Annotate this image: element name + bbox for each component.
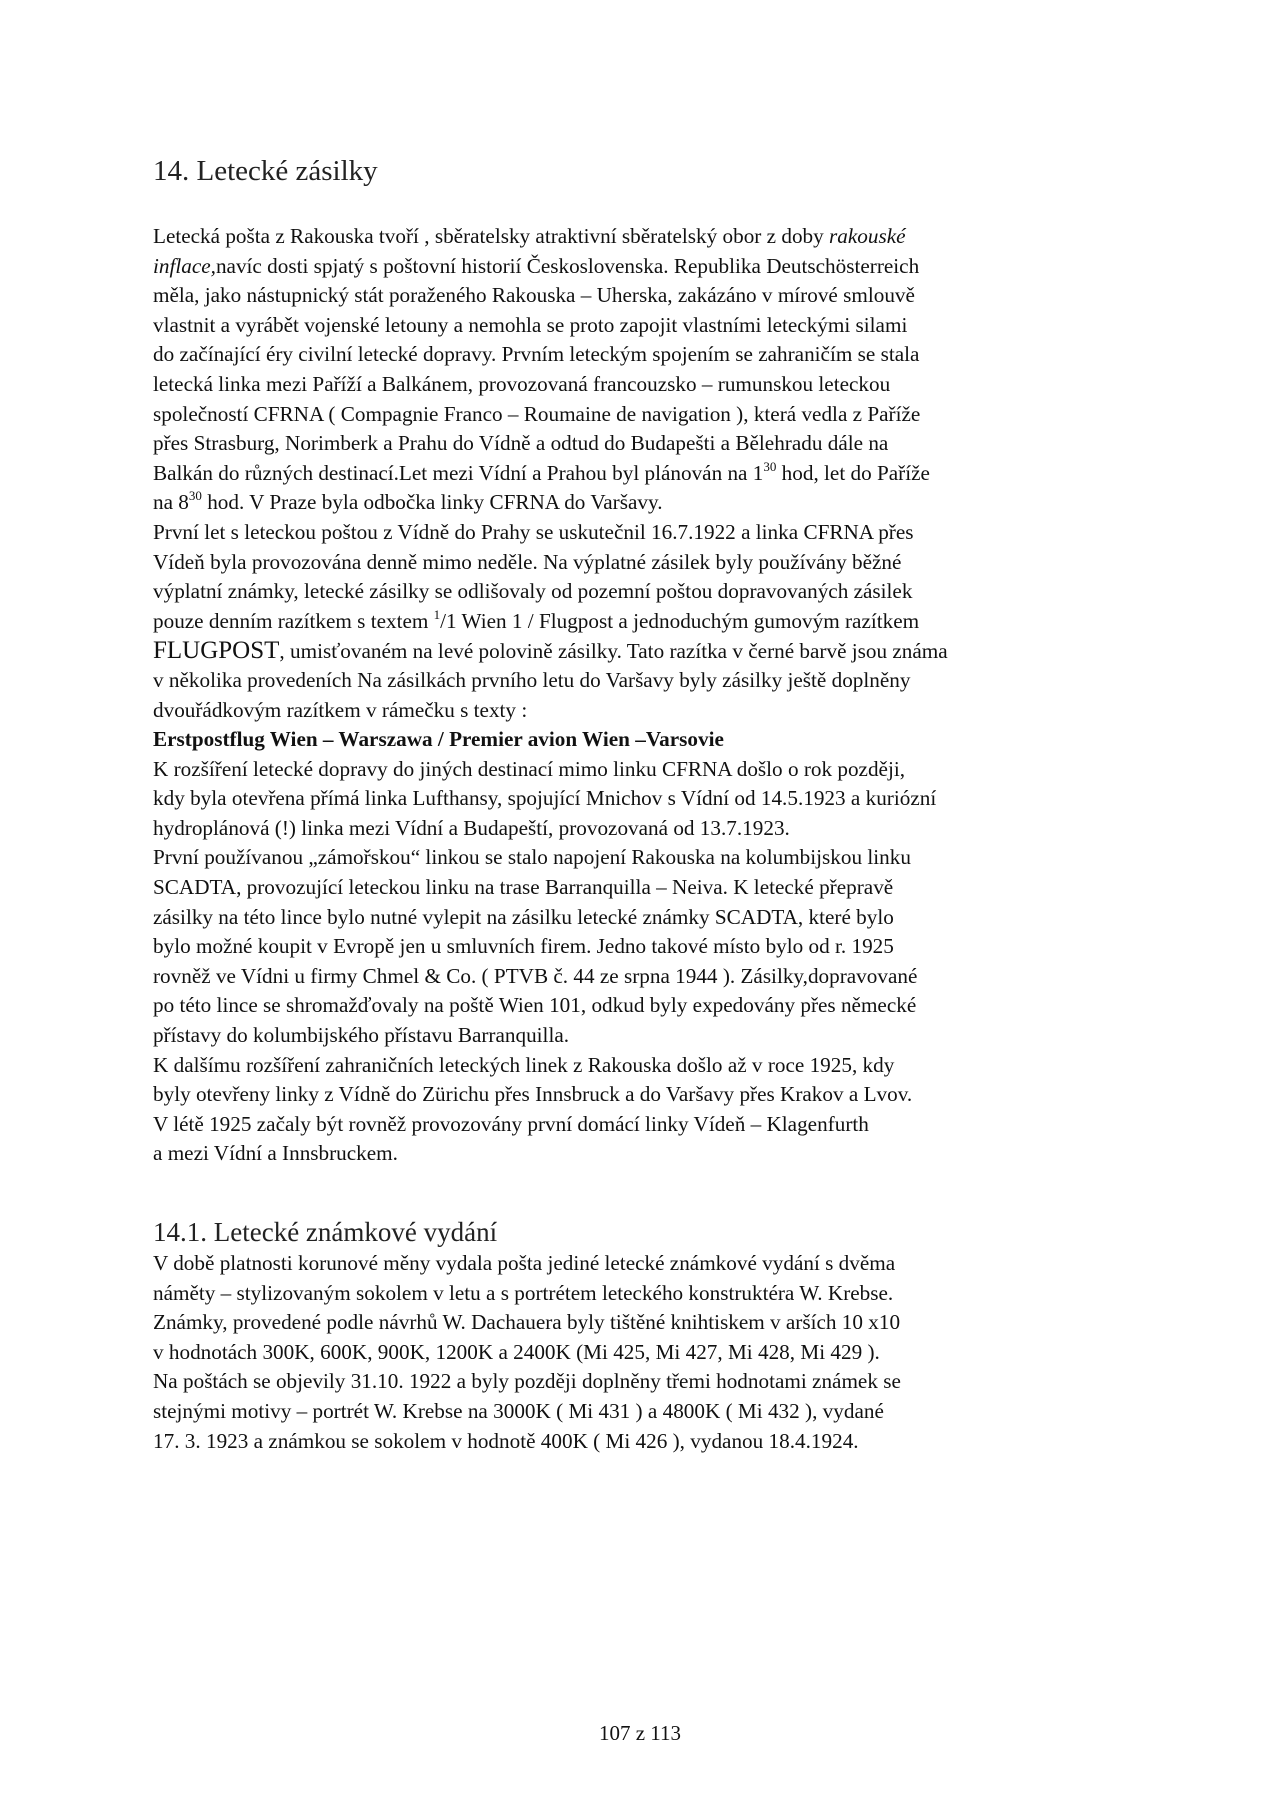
text-line: hydroplánová (!) linka mezi Vídní a Budapeští, provozovaná od 13.7.1923.: [153, 815, 790, 840]
text-line: bylo možné koupit v Evropě jen u smluvních firem. Jedno takové místo bylo od r. 1925: [153, 934, 894, 959]
text-line: přes Strasburg, Norimberk a Prahu do Vídně a odtud do Budapešti a Bělehradu dále na: [153, 431, 889, 456]
text-line: v několika provedeních Na zásilkách prvního letu do Varšavy byly zásilky ještě doplněny: [153, 667, 911, 692]
text-line: zásilky na této lince bylo nutné vylepit na zásilku letecké známky SCADTA, které bylo: [153, 904, 894, 929]
text-line: přístavy do kolumbijského přístavu Barranquilla.: [153, 1023, 570, 1048]
text-line: letecká linka mezi Paříží a Balkánem, provozovaná francouzsko – rumunskou leteckou: [153, 371, 891, 396]
body-text: [153, 222, 1153, 1169]
text-line: K dalšímu rozšíření zahraničních leteckých linek z Rakouska došlo až v roce 1925, kdy: [153, 1052, 895, 1077]
text-line: [153, 488, 1153, 518]
text-line: vlastnit a vyrábět vojenské letouny a nemohla se proto zapojit vlastními leteckými silami: [153, 312, 908, 337]
text-run: Balkán do různých destinací.Let mezi Vídní a Prahou byl plánován na 1: [153, 460, 764, 485]
text-line: [153, 222, 1153, 252]
text-line: náměty – stylizovaným sokolem v letu a s portrétem leteckého konstruktéra W. Krebse.: [153, 1280, 894, 1305]
text-line: SCADTA, provozující leteckou linku na trase Barranquilla – Neiva. K letecké přepravě: [153, 875, 894, 900]
text-line: První používanou „zámořskou“ linkou se stalo napojení Rakouska na kolumbijskou linku: [153, 845, 911, 870]
page-number: 107 z 113: [598, 1721, 682, 1745]
text-line: Vídeň byla provozována denně mimo neděle. Na výplatné zásilek byly používány běžné: [153, 549, 902, 574]
italic-text: inflace,: [153, 253, 216, 278]
text-line: v hodnotách 300K, 600K, 900K, 1200K a 2400K (Mi 425, Mi 427, Mi 428, Mi 429 ).: [153, 1339, 880, 1364]
body-text-2: [153, 1249, 1153, 1456]
bold-text-line: Erstpostflug Wien – Warszawa / Premier avion Wien –Varsovie: [153, 727, 724, 752]
text-line: kdy byla otevřena přímá linka Lufthansy, spojující Mnichov s Vídní od 14.5.1923 a kuriózní: [153, 786, 937, 811]
superscript: 30: [188, 488, 202, 504]
text-run: hod. V Praze byla odbočka linky CFRNA do Varšavy.: [201, 490, 663, 515]
text-line: [153, 459, 1153, 489]
text-run: hod, let do Paříže: [776, 460, 930, 485]
subsection-heading: 14.1. Letecké známkové vydání: [153, 1217, 498, 1247]
text-line: [153, 636, 1153, 666]
superscript: 1: [433, 606, 441, 622]
text-line: V době platnosti korunové měny vydala pošta jediné letecké známkové vydání s dvěma: [153, 1251, 896, 1275]
text-run: pouze denním razítkem s textem: [153, 608, 434, 633]
text-line: po této lince se shromažďovaly na poště Wien 101, odkud byly expedovány přes německé: [153, 993, 917, 1018]
text-line: společností CFRNA ( Compagnie Franco – Roumaine de navigation ), která vedla z Paříže: [153, 401, 921, 426]
text-run: navíc dosti spjatý s poštovní historií Československa. Republika Deutschösterreich: [215, 253, 920, 278]
text-line: V létě 1925 začaly být rovněž provozovány první domácí linky Vídeň – Klagenfurth: [153, 1111, 869, 1136]
text-line: Na poštách se objevily 31.10. 1922 a byly později doplněny třemi hodnotami známek se: [153, 1369, 901, 1394]
text-line: [153, 252, 1153, 282]
italic-text: rakouské: [829, 224, 906, 248]
text-line: a mezi Vídní a Innsbruckem.: [153, 1141, 398, 1166]
text-line: dvouřádkovým razítkem v rámečku s texty :: [153, 697, 528, 722]
text-run: Letecká pošta z Rakouska tvoří , sběratelsky atraktivní sběratelský obor z doby: [153, 224, 830, 248]
superscript: 30: [763, 458, 777, 474]
text-line: [153, 607, 1153, 637]
text-run: /1 Wien 1 / Flugpost a jednoduchým gumovým razítkem: [440, 608, 920, 633]
text-line: stejnými motivy – portrét W. Krebse na 3000K ( Mi 431 ) a 4800K ( Mi 432 ), vydané: [153, 1398, 884, 1423]
text-line: rovněž ve Vídni u firmy Chmel & Co. ( PTVB č. 44 ze srpna 1944 ). Zásilky,dopravované: [153, 963, 918, 988]
section-heading: 14. Letecké zásilky: [153, 155, 378, 187]
text-line: 17. 3. 1923 a známkou se sokolem v hodnotě 400K ( Mi 426 ), vydanou 18.4.1924.: [153, 1428, 859, 1453]
text-line: měla, jako nástupnický stát poraženého Rakouska – Uherska, zakázáno v mírové smlouvě: [153, 283, 915, 308]
flugpost-text: FLUGPOST: [153, 637, 280, 665]
text-line: Známky, provedené podle návrhů W. Dachauera byly tištěné knihtiskem v arších 10 x10: [153, 1310, 901, 1335]
text-line: K rozšíření letecké dopravy do jiných destinací mimo linku CFRNA došlo o rok později,: [153, 756, 906, 781]
text-line: byly otevřeny linky z Vídně do Zürichu přes Innsbruck a do Varšavy přes Krakov a Lvov.: [153, 1082, 913, 1107]
text-run: na 8: [153, 490, 189, 515]
text-line: výplatní známky, letecké zásilky se odlišovaly od pozemní poštou dopravovaných zásilek: [153, 579, 913, 604]
text-line: do začínající éry civilní letecké dopravy. Prvním leteckým spojením se zahraničím se stala: [153, 342, 920, 367]
text-line: První let s leteckou poštou z Vídně do Prahy se uskutečnil 16.7.1922 a linka CFRNA přes: [153, 519, 914, 544]
text-run: , umisťovaném na levé polovině zásilky. Tato razítka v černé barvě jsou známa: [279, 639, 948, 664]
